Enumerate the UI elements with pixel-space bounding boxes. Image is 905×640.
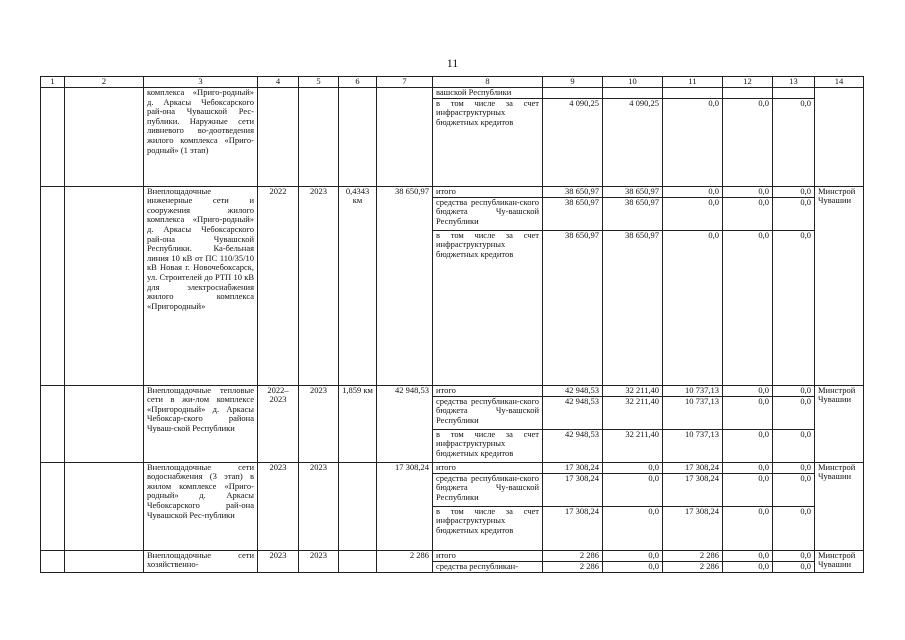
col-header-1: 1 (41, 77, 65, 88)
funding-source: итого (433, 550, 543, 561)
cell-empty (299, 88, 339, 187)
table-row (41, 385, 864, 396)
value-total: 2 286 (543, 561, 603, 572)
cell-empty (543, 88, 603, 99)
value-year-4: 0,0 (773, 385, 815, 396)
value-year-3: 0,0 (723, 396, 773, 429)
value-year-4: 0,0 (773, 462, 815, 473)
capacity: 1,859 км (339, 385, 377, 462)
cell-empty (65, 88, 144, 187)
col-header-8: 8 (433, 77, 543, 88)
cell-empty (41, 462, 65, 550)
value-year-1: 0,0 (603, 561, 663, 572)
cell-empty (377, 88, 433, 187)
funding-source: в том числе за счет инфраструктурных бюджетных кредитов (433, 230, 543, 385)
value-year-1: 32 211,40 (603, 385, 663, 396)
table-row (41, 88, 864, 99)
value-year-1: 0,0 (603, 550, 663, 561)
start-year: 2022–2023 (258, 385, 299, 462)
value-year-2: 10 737,13 (663, 429, 723, 462)
cell-empty (41, 186, 65, 385)
value-year-1: 32 211,40 (603, 396, 663, 429)
funding-source: итого (433, 186, 543, 197)
value-year-3: 0,0 (723, 429, 773, 462)
estimated-cost: 17 308,24 (377, 462, 433, 550)
value-year-3: 0,0 (723, 197, 773, 230)
value-year-1: 4 090,25 (603, 98, 663, 186)
value-total: 42 948,53 (543, 385, 603, 396)
page-number: 11 (446, 56, 459, 70)
table-row (41, 186, 864, 197)
value-year-1: 38 650,97 (603, 197, 663, 230)
column-number-row (41, 77, 864, 88)
col-header-10: 10 (603, 77, 663, 88)
responsible-body: Минстрой Чувашии (815, 462, 864, 550)
value-year-4: 0,0 (773, 396, 815, 429)
table-row (41, 550, 864, 561)
value-year-1: 32 211,40 (603, 429, 663, 462)
value-year-4: 0,0 (773, 197, 815, 230)
value-year-2: 0,0 (663, 98, 723, 186)
capacity (339, 462, 377, 550)
responsible-body: Минстрой Чувашии (815, 186, 864, 385)
funding-source: итого (433, 385, 543, 396)
cell-empty (815, 88, 864, 187)
value-total: 42 948,53 (543, 396, 603, 429)
object-name: Внеплощадочные сети хозяйственно- (144, 550, 258, 572)
capacity: 0,4343 км (339, 186, 377, 385)
funding-source: средства республикан-ского бюджета Чу-вашской Республики (433, 396, 543, 429)
funding-source: средства республикан-ского бюджета Чу-вашской Республики (433, 197, 543, 230)
value-year-3: 0,0 (723, 385, 773, 396)
value-year-2: 17 308,24 (663, 473, 723, 506)
funding-source: вашской Республики (433, 88, 543, 99)
funding-source: в том числе за счет инфраструктурных бюджетных кредитов (433, 506, 543, 550)
value-total: 38 650,97 (543, 230, 603, 385)
value-year-3: 0,0 (723, 230, 773, 385)
value-year-4: 0,0 (773, 186, 815, 197)
end-year: 2023 (299, 462, 339, 550)
object-name: Внеплощадочные сети водоснабжения (3 этап) в жилом комплексе «Приго-родный» д. Аркасы Чебоксарского рай-она Чувашской Рес-публики (144, 462, 258, 550)
estimated-cost: 2 286 (377, 550, 433, 572)
value-year-3: 0,0 (723, 550, 773, 561)
estimated-cost: 42 948,53 (377, 385, 433, 462)
value-year-3: 0,0 (723, 98, 773, 186)
funding-source: итого (433, 462, 543, 473)
col-header-14: 14 (815, 77, 864, 88)
cell-empty (258, 88, 299, 187)
funding-source: в том числе за счет инфраструктурных бюджетных кредитов (433, 98, 543, 186)
cell-empty (773, 88, 815, 99)
responsible-body: Минстрой Чувашии (815, 385, 864, 462)
col-header-6: 6 (339, 77, 377, 88)
estimated-cost: 38 650,97 (377, 186, 433, 385)
value-year-1: 0,0 (603, 506, 663, 550)
value-year-4: 0,0 (773, 230, 815, 385)
value-year-4: 0,0 (773, 550, 815, 561)
col-header-4: 4 (258, 77, 299, 88)
value-year-2: 0,0 (663, 230, 723, 385)
funding-source: в том числе за счет инфраструктурных бюджетных кредитов (433, 429, 543, 462)
value-year-2: 17 308,24 (663, 506, 723, 550)
value-year-3: 0,0 (723, 506, 773, 550)
value-total: 38 650,97 (543, 197, 603, 230)
funding-source: средства республикан- (433, 561, 543, 572)
value-year-2: 0,0 (663, 186, 723, 197)
cell-empty (41, 550, 65, 572)
value-year-4: 0,0 (773, 506, 815, 550)
value-total: 2 286 (543, 550, 603, 561)
table-row (41, 462, 864, 473)
value-total: 17 308,24 (543, 473, 603, 506)
col-header-13: 13 (773, 77, 815, 88)
object-name: Внеплощадочные инженерные сети и сооружения жилого комплекса «Приго-родный» д. Аркасы Чебоксарского рай-она Чувашской Республики. Ка-бельная линия 10 кВ от ПС 110/35/10 кВ Новая г. Новочебоксарск, ул. Строителей до РТП 10 кВ для электроснабжения жилого комплекса «Пригородный» (144, 186, 258, 385)
end-year: 2023 (299, 385, 339, 462)
value-total: 4 090,25 (543, 98, 603, 186)
funding-source: средства республикан-ского бюджета Чу-вашской Республики (433, 473, 543, 506)
cell-empty (65, 186, 144, 385)
start-year: 2022 (258, 186, 299, 385)
col-header-11: 11 (663, 77, 723, 88)
value-year-1: 0,0 (603, 462, 663, 473)
cell-empty (41, 385, 65, 462)
responsible-body: Минстрой Чувашии (815, 550, 864, 572)
col-header-3: 3 (144, 77, 258, 88)
value-year-3: 0,0 (723, 473, 773, 506)
col-header-2: 2 (65, 77, 144, 88)
budget-table (40, 76, 864, 573)
value-year-3: 0,0 (723, 561, 773, 572)
value-year-2: 2 286 (663, 550, 723, 561)
value-total: 17 308,24 (543, 462, 603, 473)
value-total: 17 308,24 (543, 506, 603, 550)
value-year-3: 0,0 (723, 462, 773, 473)
cell-empty (603, 88, 663, 99)
value-total: 42 948,53 (543, 429, 603, 462)
cell-empty (65, 385, 144, 462)
cell-empty (41, 88, 65, 187)
value-year-2: 0,0 (663, 197, 723, 230)
value-year-4: 0,0 (773, 561, 815, 572)
cell-empty (65, 550, 144, 572)
value-year-4: 0,0 (773, 98, 815, 186)
col-header-5: 5 (299, 77, 339, 88)
cell-empty (663, 88, 723, 99)
value-year-3: 0,0 (723, 186, 773, 197)
value-year-4: 0,0 (773, 429, 815, 462)
start-year: 2023 (258, 550, 299, 572)
col-header-9: 9 (543, 77, 603, 88)
value-year-1: 0,0 (603, 473, 663, 506)
cell-empty (65, 462, 144, 550)
value-year-1: 38 650,97 (603, 186, 663, 197)
value-year-1: 38 650,97 (603, 230, 663, 385)
value-year-2: 10 737,13 (663, 385, 723, 396)
value-year-2: 10 737,13 (663, 396, 723, 429)
col-header-12: 12 (723, 77, 773, 88)
capacity (339, 550, 377, 572)
cell-empty (723, 88, 773, 99)
value-total: 38 650,97 (543, 186, 603, 197)
value-year-4: 0,0 (773, 473, 815, 506)
value-year-2: 2 286 (663, 561, 723, 572)
value-year-2: 17 308,24 (663, 462, 723, 473)
object-name: Внеплощадочные тепловые сети в жи-лом комплексе «Пригородный» д. Аркасы Чебоксар-ского района Чуваш-ской Республики (144, 385, 258, 462)
cell-empty (339, 88, 377, 187)
col-header-7: 7 (377, 77, 433, 88)
object-name: комплекса «Приго-родный» д. Аркасы Чебоксарского рай-она Чувашской Рес-публики. Наружные сети ливневого во-доотведения жилого комплекса «Приго-родный» (1 этап) (144, 88, 258, 187)
start-year: 2023 (258, 462, 299, 550)
end-year: 2023 (299, 550, 339, 572)
end-year: 2023 (299, 186, 339, 385)
